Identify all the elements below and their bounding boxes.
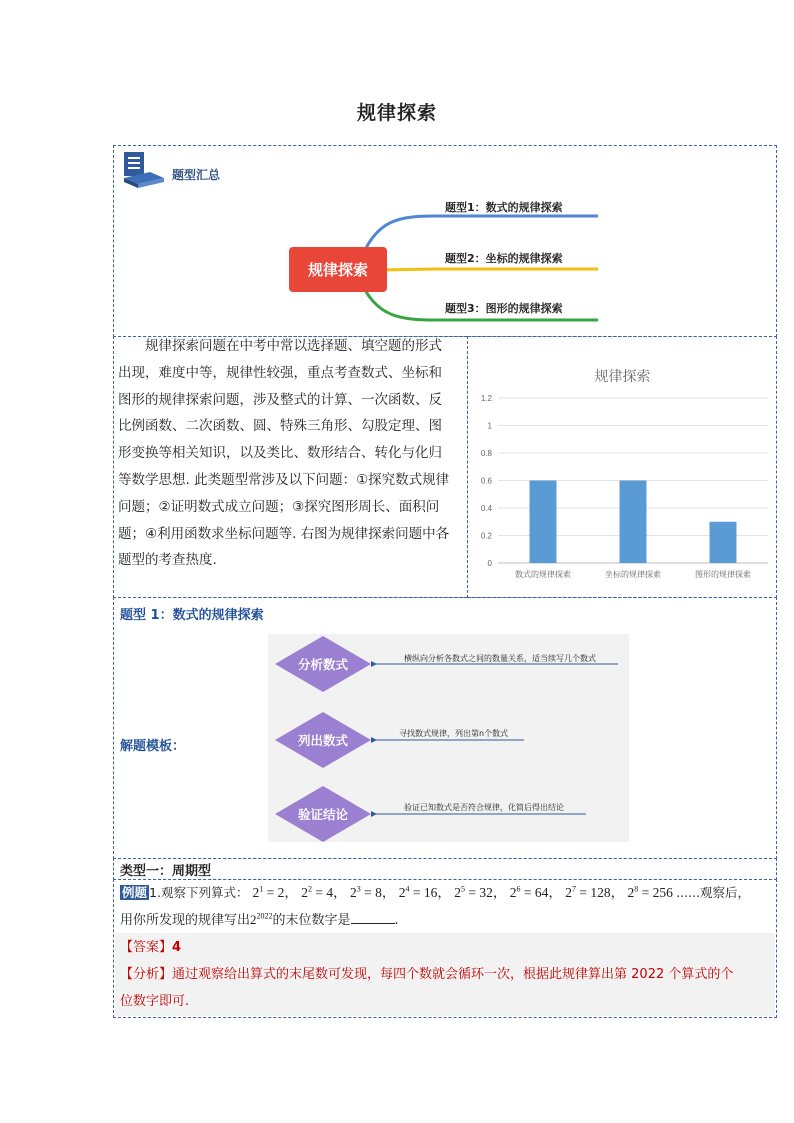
branch-label-1: 题型1：数式的规律探索 bbox=[445, 201, 563, 214]
analysis-line-2 bbox=[120, 990, 189, 1009]
power-item: $2^5 = 32$， bbox=[454, 884, 507, 900]
power-2022: $2^{2022}$ bbox=[250, 911, 273, 927]
flow-step-1-desc: 横纵向分析各数式之间的数量关系，适当续写几个数式 bbox=[404, 654, 596, 663]
category-label: 类型一：周期型 bbox=[120, 864, 212, 879]
center-label: 规律探索 bbox=[307, 261, 369, 279]
analysis-text-2: 位数字即可. bbox=[120, 994, 190, 1009]
y-tick-label: 0 bbox=[487, 559, 492, 568]
type1-title: 题型 1：数式的规律探索 bbox=[120, 608, 264, 623]
analysis-text-1: 通过观察给出算式的末尾数可发现，每四个数就会循环一次，根据此规律算出第 2022 个算式的个 bbox=[172, 967, 734, 982]
power-item: $2^6 = 64$， bbox=[509, 884, 562, 900]
flow-step-3 bbox=[275, 786, 586, 842]
y-tick-label: 1.2 bbox=[480, 394, 492, 403]
intro-line: 比例函数、二次函数、圆、特殊三角形、勾股定理、图 bbox=[118, 418, 442, 435]
intro-line: 题；④利用函数求坐标问题等. 右图为规律探索问题中各 bbox=[118, 525, 450, 542]
page-title: 规律探索 bbox=[356, 102, 437, 124]
example-line-1 bbox=[120, 881, 750, 901]
answer-label: 【答案】 bbox=[120, 940, 173, 955]
power-item: $2^3 = 8$， bbox=[349, 884, 396, 900]
arrow-icon bbox=[371, 661, 377, 667]
answer-value: 4 bbox=[172, 940, 182, 955]
bar bbox=[620, 481, 647, 564]
branch-label-2: 题型2：坐标的规律探索 bbox=[445, 252, 563, 265]
power-item: $2^2 = 4$， bbox=[301, 884, 347, 900]
x-tick-label: 数式的规律探索 bbox=[515, 570, 571, 579]
flow-step-2-label: 列出数式 bbox=[297, 733, 349, 748]
analysis-line-1 bbox=[120, 963, 733, 982]
intro-line: 问题；②证明数式成立问题；③探究图形周长、面积问 bbox=[118, 498, 440, 515]
power-item: $2^1 = 2$， bbox=[252, 884, 298, 900]
power-item: $2^7 = 128$， bbox=[565, 884, 625, 900]
intro-line: 规律探索问题在中考中常以选择题、填空题的形式 bbox=[118, 338, 442, 354]
arrow-icon bbox=[371, 811, 377, 817]
x-tick-label: 坐标的规律探索 bbox=[605, 570, 661, 579]
mind-map bbox=[280, 190, 610, 330]
intro-line: 出现，难度中等，规律性较强，重点考查数式、坐标和 bbox=[118, 364, 442, 381]
intro-line: 题型的考查热度. bbox=[118, 552, 217, 569]
y-tick-label: 0.4 bbox=[480, 504, 492, 513]
template-label: 解题模板： bbox=[120, 739, 186, 754]
y-tick-label: 0.2 bbox=[480, 531, 492, 541]
intro-paragraph bbox=[118, 333, 462, 574]
power-list bbox=[252, 885, 676, 900]
example-badge: 例题 bbox=[122, 885, 148, 900]
chart-title: 规律探索 bbox=[594, 369, 651, 385]
flow-step-2 bbox=[275, 712, 524, 768]
answer-blank bbox=[351, 911, 395, 924]
flow-step-1-label: 分析数式 bbox=[297, 657, 349, 672]
example-tail: ......观察后， bbox=[676, 885, 751, 900]
answer-line bbox=[120, 936, 181, 955]
bar bbox=[530, 481, 557, 564]
book-icon bbox=[120, 150, 166, 190]
branch-line-1 bbox=[365, 216, 598, 250]
branch-label-3: 题型3：图形的规律探索 bbox=[445, 302, 563, 315]
y-tick-label: 0.6 bbox=[480, 476, 492, 486]
analysis-label: 【分析】 bbox=[120, 967, 173, 982]
category-box bbox=[113, 858, 777, 880]
bar-chart bbox=[470, 388, 775, 588]
y-tick-label: 0.8 bbox=[480, 449, 492, 458]
power-item: $2^4 = 16$， bbox=[398, 884, 451, 900]
flow-step-1 bbox=[275, 636, 618, 692]
y-tick-label: 1 bbox=[487, 421, 492, 431]
summary-heading: 题型汇总 bbox=[172, 168, 221, 182]
flow-step-3-desc: 验证已知数式是否符合规律，化简后得出结论 bbox=[404, 803, 564, 812]
arrow-icon bbox=[371, 737, 377, 743]
intro-line: 图形的规律探索问题，涉及整式的计算、一次函数、反 bbox=[118, 391, 442, 408]
example-number: 1. bbox=[149, 885, 161, 900]
flow-step-2-desc: 寻找数式规律，列出第n个数式 bbox=[399, 729, 509, 738]
bar bbox=[710, 522, 737, 563]
intro-line: 形变换等相关知识，以及类比、数形结合、转化与化归 bbox=[118, 445, 442, 462]
x-tick-label: 图形的规律探索 bbox=[695, 570, 751, 579]
flow-step-3-label: 验证结论 bbox=[297, 807, 349, 822]
example-intro: 观察下列算式： bbox=[160, 885, 249, 900]
example-line-2: 用你所发现的规律写出$2^{2022}$的末位数字是 . bbox=[120, 911, 399, 928]
branch-line-2 bbox=[380, 269, 598, 270]
intro-line: 等数学思想. 此类题型常涉及以下问题：①探究数式规律 bbox=[118, 471, 450, 488]
power-item: $2^8 = 256$ bbox=[627, 884, 673, 900]
flow-diagram bbox=[268, 634, 629, 842]
